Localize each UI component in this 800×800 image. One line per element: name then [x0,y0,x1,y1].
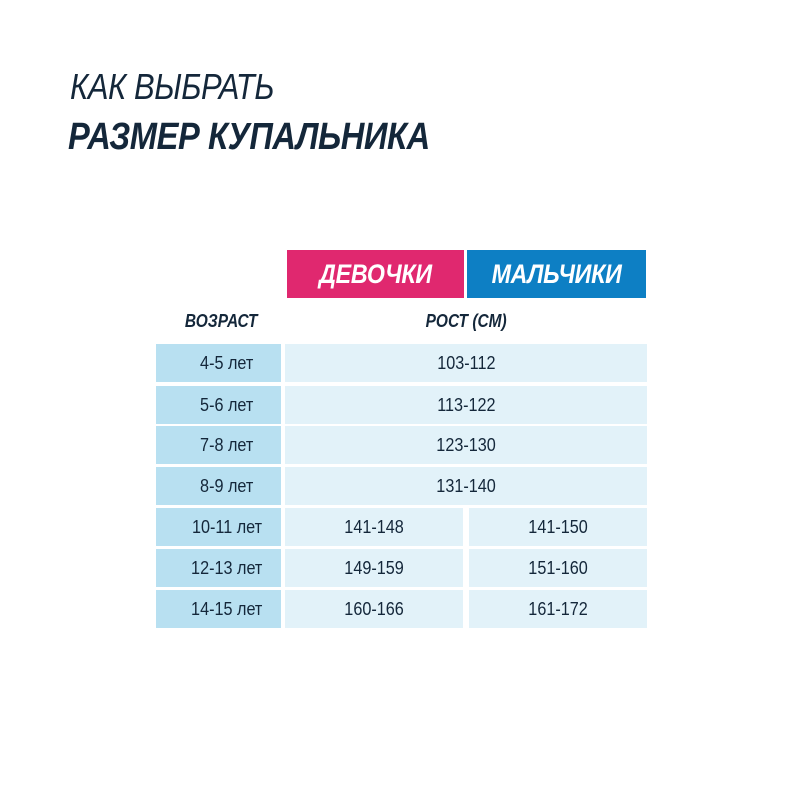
girls-height-cell: 160-166 [285,590,463,628]
height-column-header [287,309,646,333]
boys-header [467,250,646,298]
girls-height-cell: 149-159 [285,549,463,587]
height-column-label: РОСТ (СМ) [425,310,508,331]
height-cell: 123-130 [285,426,647,464]
girls-header-label: ДЕВОЧКИ [319,258,432,289]
age-column-label: ВОЗРАСТ [184,310,258,331]
age-cell: 5-6 лет [156,386,281,424]
age-cell: 12-13 лет [156,549,281,587]
page-title-line1: КАК ВЫБРАТЬ [70,66,275,107]
age-cell: 4-5 лет [156,344,281,382]
boys-height-cell: 151-160 [469,549,647,587]
age-column-header [156,309,286,333]
boys-header-label: МАЛЬЧИКИ [491,258,622,289]
age-cell: 7-8 лет [156,426,281,464]
age-cell: 14-15 лет [156,590,281,628]
girls-height-cell: 141-148 [285,508,463,546]
age-cell: 8-9 лет [156,467,281,505]
height-cell: 131-140 [285,467,647,505]
boys-height-cell: 141-150 [469,508,647,546]
page-title-line2: РАЗМЕР КУПАЛЬНИКА [68,116,430,158]
girls-header [287,250,464,298]
boys-height-cell: 161-172 [469,590,647,628]
height-cell: 113-122 [285,386,647,424]
age-cell: 10-11 лет [156,508,281,546]
height-cell: 103-112 [285,344,647,382]
